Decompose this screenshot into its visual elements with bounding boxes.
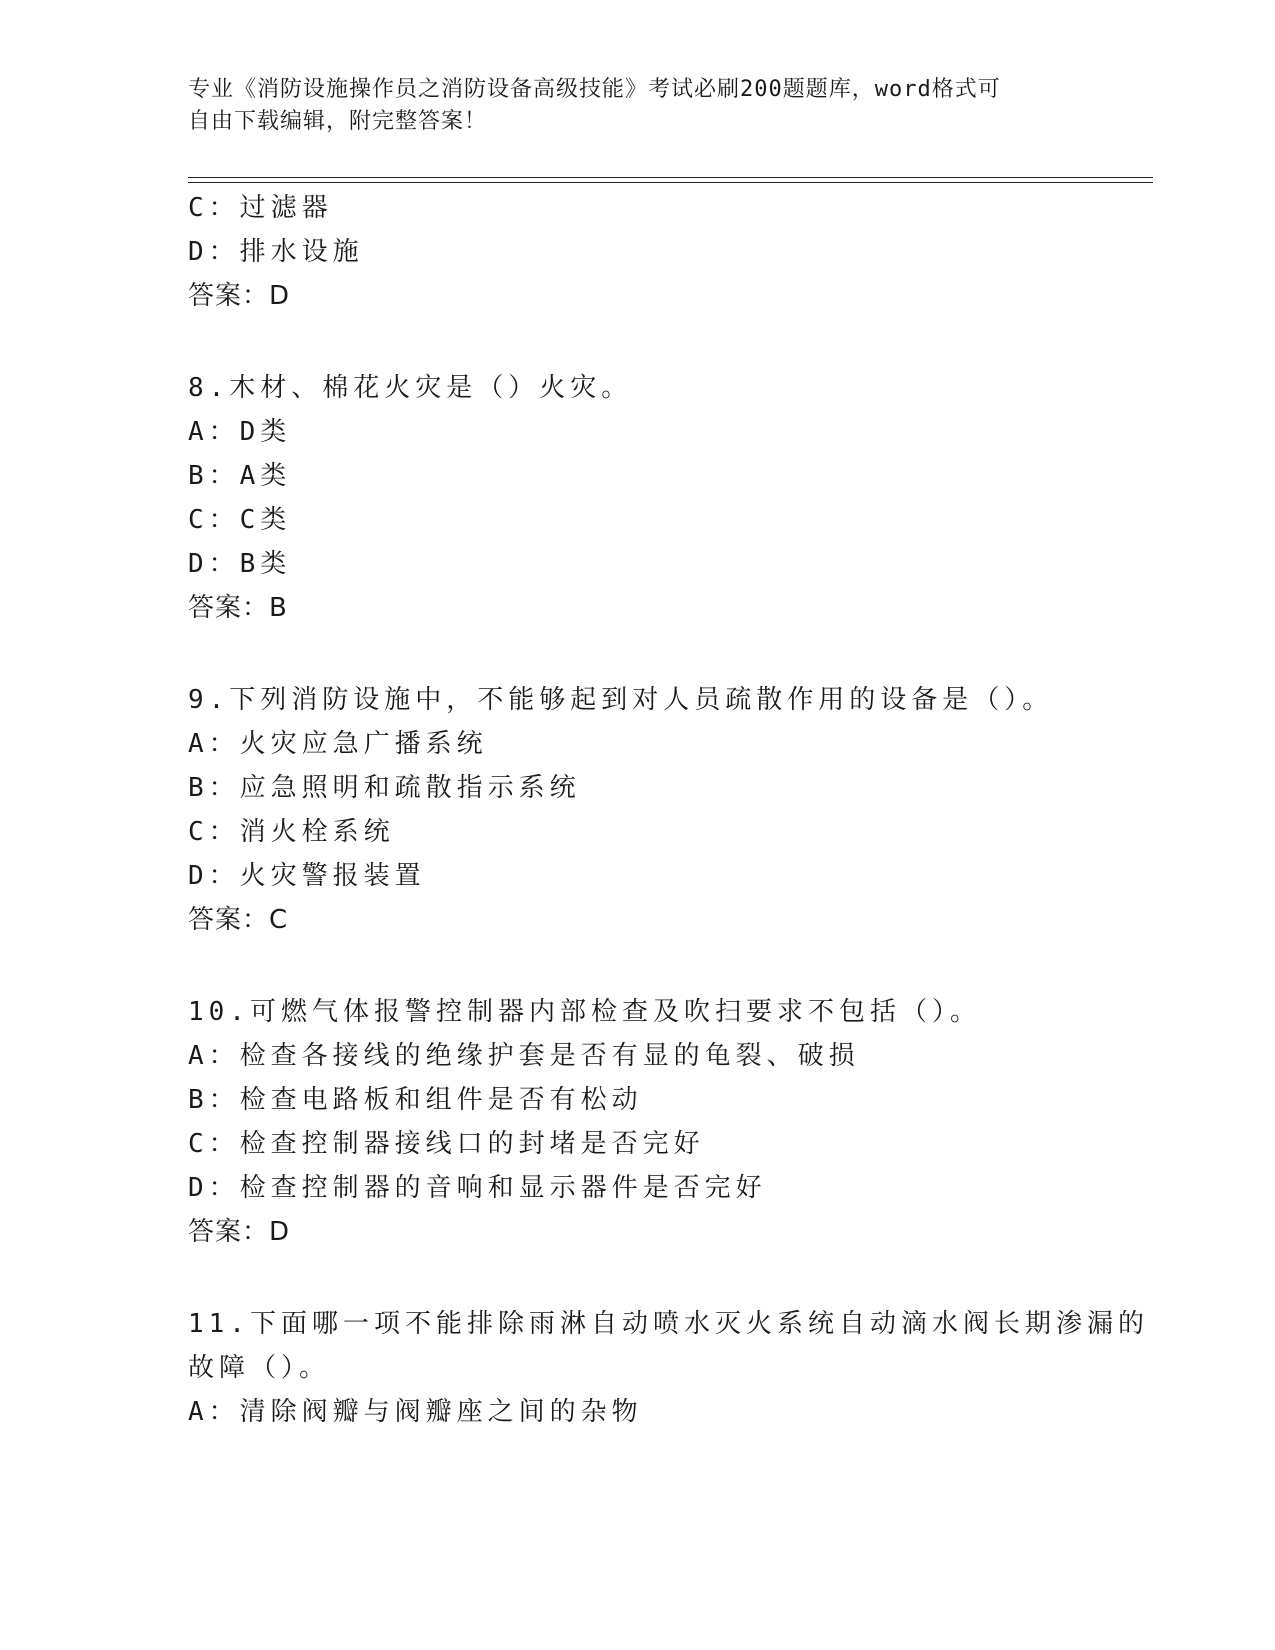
q7-option-d: D：排水设施 [188, 237, 364, 267]
header-line-1: 专业《消防设施操作员之消防设备高级技能》考试必刷200题题库，word格式可 [188, 77, 1001, 102]
q10-answer: 答案：D [188, 1217, 291, 1247]
q8-option-c: C：C类 [188, 505, 292, 535]
q10-question: 10.可燃气体报警控制器内部检查及吹扫要求不包括（）。 [188, 997, 981, 1027]
q8-option-a: A：D类 [188, 417, 292, 447]
q9-option-b: B：应急照明和疏散指示系统 [188, 773, 581, 803]
q9-option-a: A：火灾应急广播系统 [188, 729, 488, 759]
q9-answer: 答案：C [188, 905, 289, 935]
q11-question-line-1: 11.下面哪一项不能排除雨淋自动喷水灭火系统自动滴水阀长期渗漏的 [188, 1309, 1149, 1339]
q10-option-a: A：检查各接线的绝缘护套是否有显的龟裂、破损 [188, 1041, 860, 1071]
header-line-2: 自由下载编辑，附完整答案！ [188, 109, 488, 134]
q7-option-c: C：过滤器 [188, 193, 333, 223]
q10-option-c: C：检查控制器接线口的封堵是否完好 [188, 1129, 705, 1159]
q9-option-c: C：消火栓系统 [188, 817, 395, 847]
q7-answer: 答案：D [188, 281, 291, 311]
q10-option-d: D：检查控制器的音响和显示器件是否完好 [188, 1173, 767, 1203]
header-divider-bottom [188, 182, 1153, 183]
q10-option-b: B：检查电路板和组件是否有松动 [188, 1085, 643, 1115]
q8-answer: 答案：B [188, 593, 288, 623]
q11-question-line-2: 故障（）。 [188, 1353, 331, 1383]
q11-option-a: A：清除阀瓣与阀瓣座之间的杂物 [188, 1397, 643, 1427]
q8-question: 8.木材、棉花火灾是（）火灾。 [188, 373, 633, 403]
header-divider-top [188, 177, 1153, 178]
q8-option-b: B：A类 [188, 461, 292, 491]
q9-option-d: D：火灾警报装置 [188, 861, 426, 891]
document-header [188, 74, 1068, 138]
q8-option-d: D：B类 [188, 549, 292, 579]
q9-question: 9.下列消防设施中，不能够起到对人员疏散作用的设备是（）。 [188, 685, 1054, 715]
